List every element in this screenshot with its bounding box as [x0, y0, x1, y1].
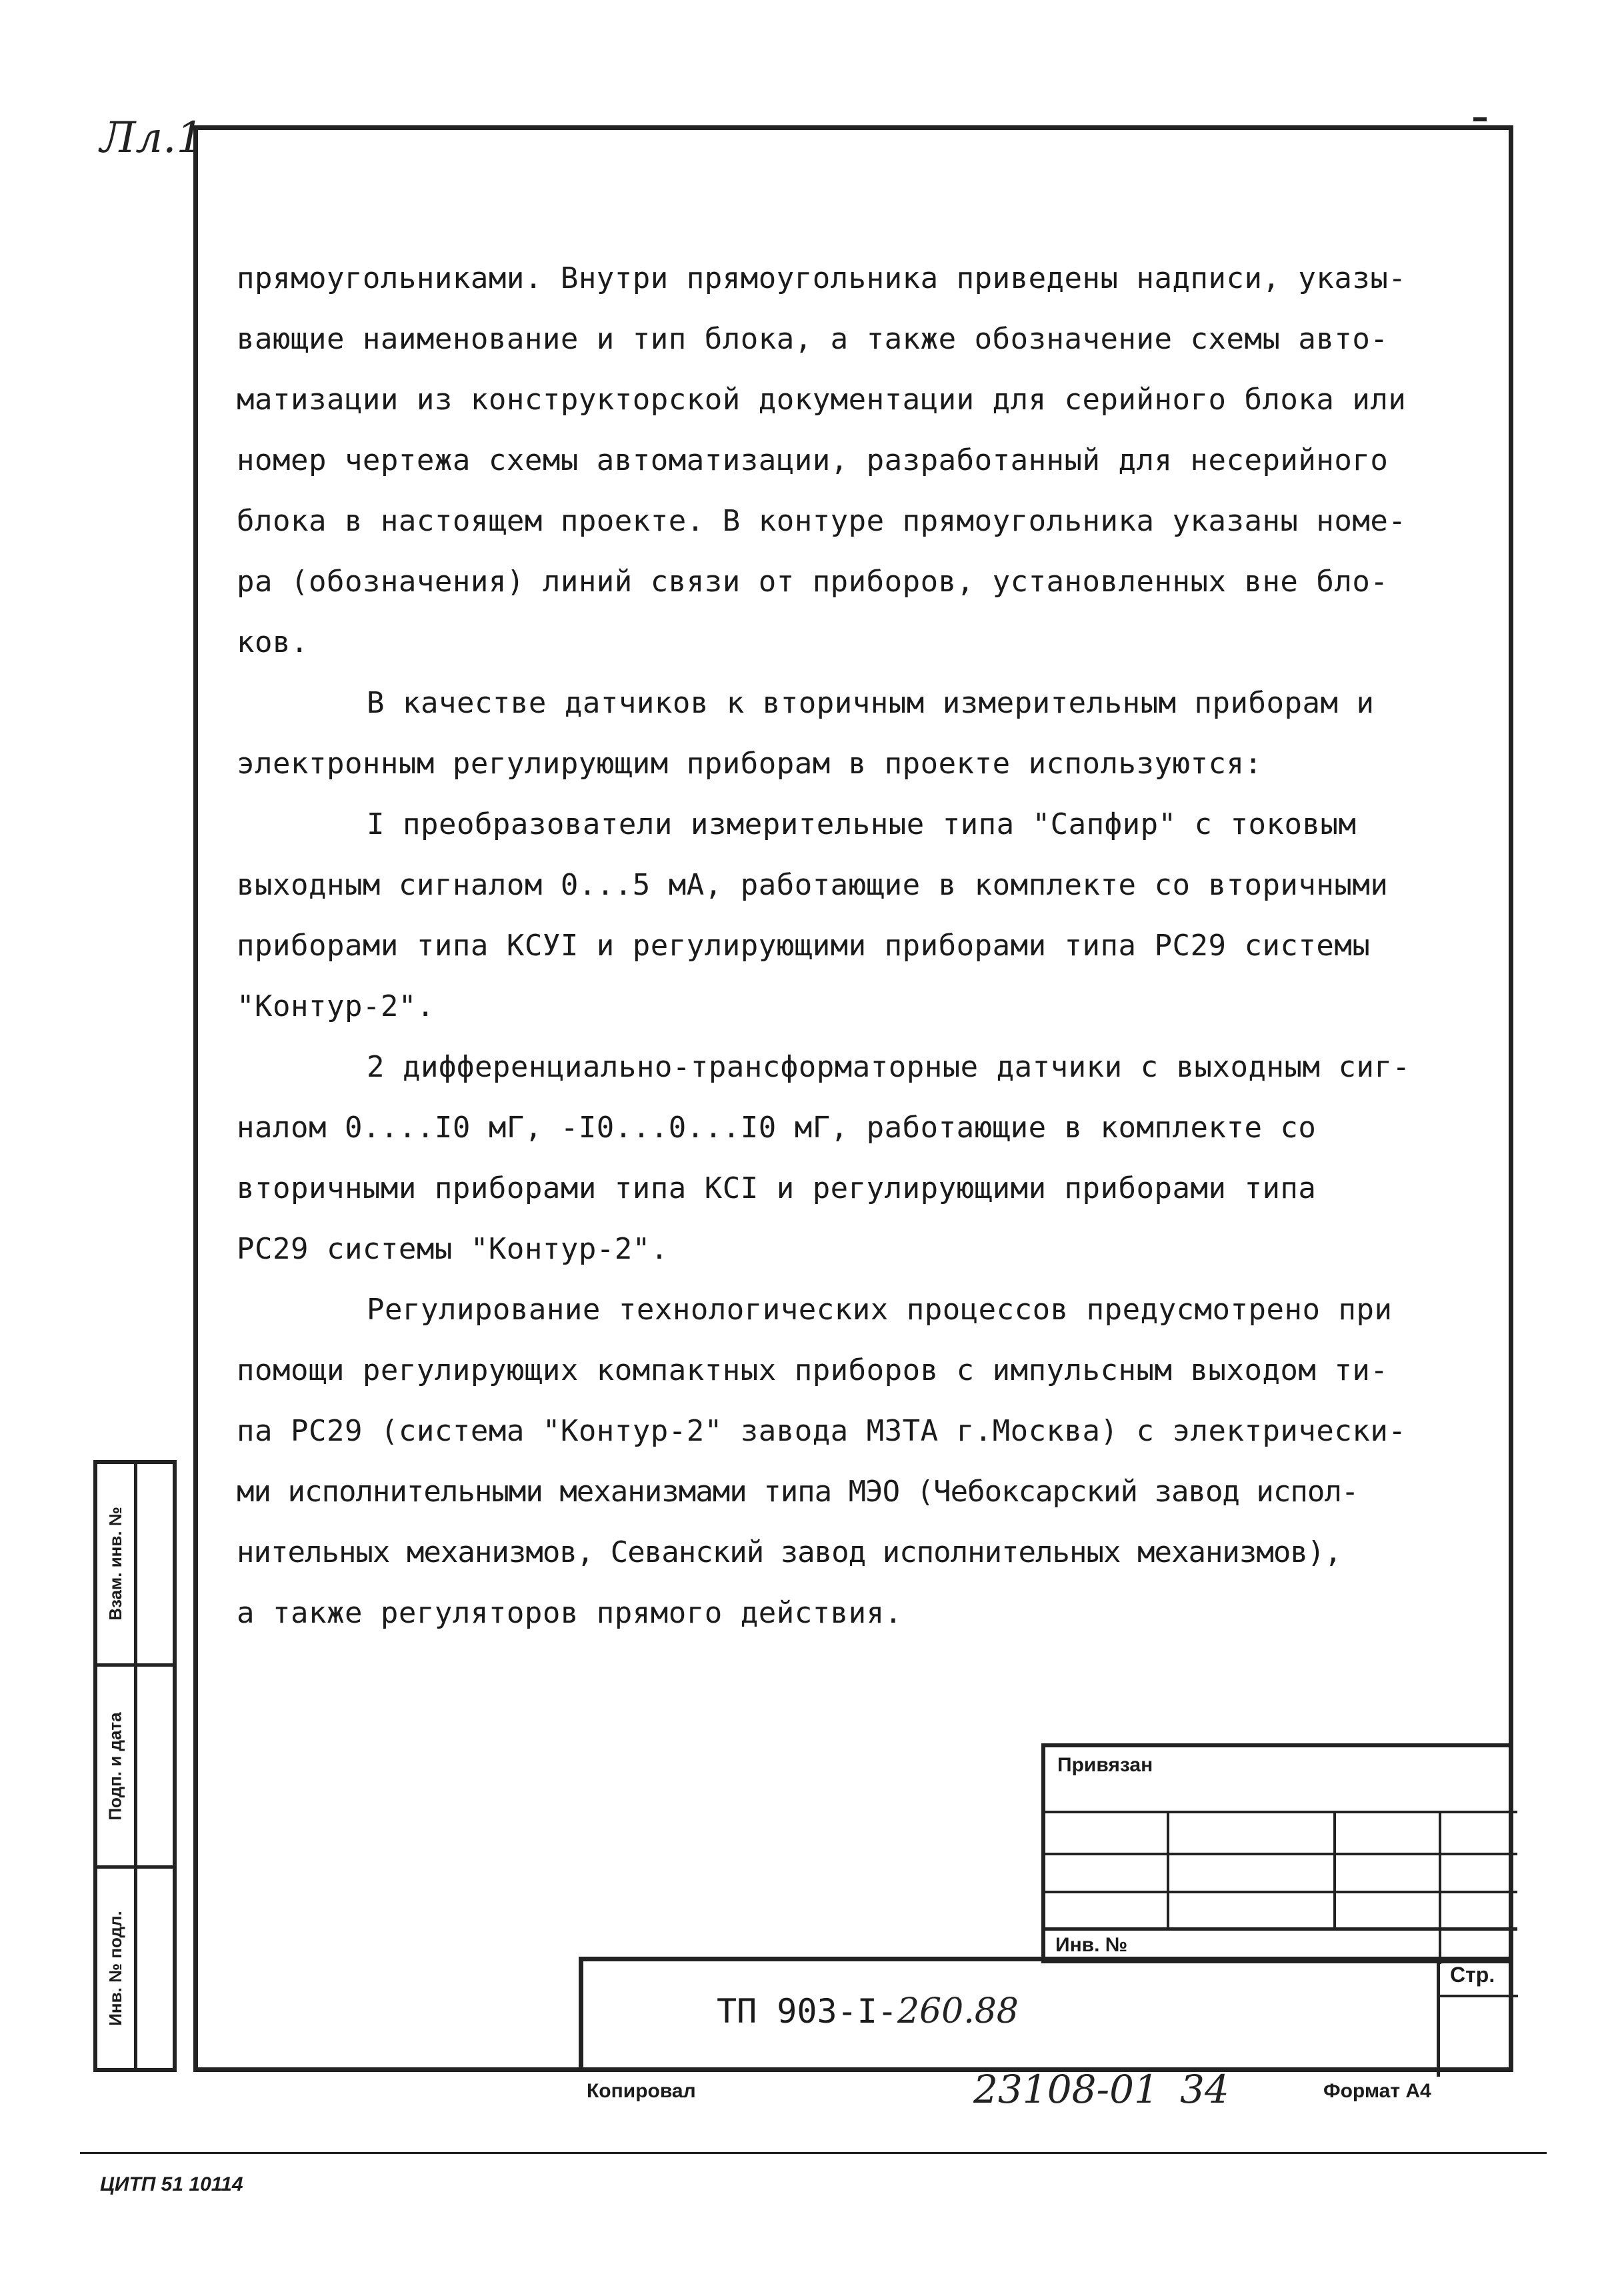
page-label: Стр. — [1450, 1963, 1495, 1987]
side-cell — [97, 1464, 173, 1667]
text-line: I преобразователи измерительные типа "Сапфир" с токовым — [367, 807, 1357, 841]
corner-mark: Лл.1 — [100, 113, 204, 163]
body-text — [237, 248, 1483, 1643]
text-line: выходным сигналом 0...5 мА, работающие в комплекте со вторичными — [237, 868, 1389, 902]
text-line: па РС29 (система "Контур-2" завода МЗТА г.Москва) с электрически- — [237, 1414, 1407, 1448]
side-label: Подп. и дата — [97, 1667, 137, 1866]
text-line: матизации из конструкторской документации для серийного блока или — [237, 383, 1407, 417]
text-line: номер чертежа схемы автоматизации, разработанный для несерийного — [237, 443, 1389, 477]
inv-label: Инв. № — [1055, 1934, 1128, 1956]
text-line: 2 дифференциально-трансформаторные датчики с выходным сиг- — [367, 1050, 1411, 1084]
text-line: "Контур-2". — [237, 989, 435, 1023]
frame-top-tick — [1473, 117, 1487, 121]
printer-mark: ЦИТП 51 10114 — [100, 2173, 243, 2195]
order-number: 23108-01 — [973, 2067, 1159, 2112]
side-label: Взам. инв. № — [97, 1464, 137, 1663]
attachment-table — [1041, 1743, 1513, 1963]
text-line: В качестве датчиков к вторичным измерительным приборам и — [367, 686, 1375, 720]
text-line: ми исполнительными механизмами типа МЭО (Чебоксарский завод испол- — [237, 1475, 1359, 1509]
copied-label: Копировал — [587, 2080, 696, 2102]
text-line: блока в настоящем проекте. В контуре прямоугольника указаны номе- — [237, 504, 1407, 538]
side-stamp-column — [93, 1460, 177, 2072]
side-cell — [97, 1667, 173, 1869]
text-line: помощи регулирующих компактных приборов с импульсным выходом ти- — [237, 1353, 1389, 1387]
text-line: ра (обозначения) линий связи от приборов, установленных вне бло- — [237, 565, 1389, 599]
sheet-number: 34 — [1180, 2067, 1229, 2112]
document-code: ТП 903-I-260.88 — [717, 1991, 1019, 2031]
text-line: РС29 системы "Контур-2". — [237, 1232, 669, 1266]
format-label: Формат А4 — [1323, 2080, 1431, 2102]
side-cell — [97, 1869, 173, 2068]
text-line: приборами типа КСУI и регулирующими приборами типа РС29 системы — [237, 929, 1371, 963]
attached-label: Привязан — [1057, 1754, 1153, 1776]
bottom-rule — [80, 2152, 1547, 2154]
text-line: электронным регулирующим приборам в проекте используются: — [237, 747, 1263, 781]
text-line: ков. — [237, 625, 309, 659]
document-code-hand: 260.88 — [897, 1991, 1019, 2031]
text-line: нительных механизмов, Севанский завод исполнительных механизмов), — [237, 1535, 1341, 1569]
text-line: Регулирование технологических процессов предусмотрено при — [367, 1293, 1393, 1327]
text-line: вторичными приборами типа КСI и регулирующими приборами типа — [237, 1171, 1317, 1205]
side-label: Инв. № подл. — [97, 1869, 137, 2068]
text-line: вающие наименование и тип блока, а также обозначение схемы авто- — [237, 322, 1389, 356]
text-line: налом 0....I0 мГ, -I0...0...I0 мГ, работающие в комплекте со — [237, 1111, 1317, 1145]
text-line: прямоугольниками. Внутри прямоугольника приведены надписи, указы- — [237, 261, 1407, 295]
text-line: а также регуляторов прямого действия. — [237, 1596, 903, 1630]
title-block — [579, 1957, 1513, 2072]
